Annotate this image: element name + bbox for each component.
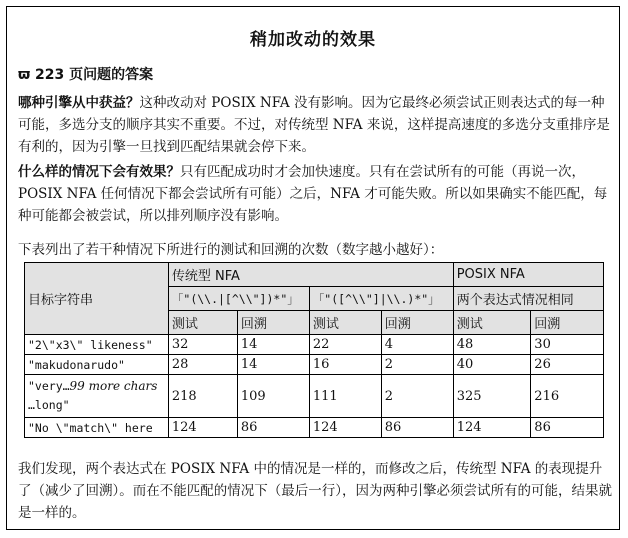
cell-value: 16	[309, 355, 381, 375]
cell-value: 124	[168, 418, 237, 438]
box-title: 稍加改动的效果	[250, 30, 376, 50]
cell-value: 124	[453, 418, 531, 438]
question-2-heading: 什么样的情况下会有效果？	[18, 164, 180, 180]
table-row	[25, 335, 604, 355]
regex-reordered: 「"([^\\"]|\\.)*"」	[309, 287, 453, 311]
cell-value: 325	[453, 375, 531, 418]
posix-nfa-header: POSIX NFA	[453, 263, 603, 287]
cell-value: 124	[309, 418, 381, 438]
target-string-start: "very…	[28, 379, 70, 393]
question-1-heading: 哪种引擎从中获益？	[18, 95, 140, 111]
question-2	[18, 161, 612, 227]
results-table	[24, 262, 604, 438]
table-intro: 下表列出了若干种情况下所进行的测试和回溯的次数（数字越小越好）：	[18, 242, 444, 258]
col-backtracks: 回溯	[381, 311, 453, 335]
header-row-1	[25, 263, 604, 287]
target-string	[25, 375, 169, 418]
cell-value: 111	[309, 375, 381, 418]
target-string: "No \"match\" here	[25, 418, 169, 438]
cell-value: 86	[531, 418, 604, 438]
target-header: 目标字符串	[25, 263, 169, 335]
cell-value: 28	[168, 355, 237, 375]
col-tests: 测试	[168, 311, 237, 335]
cell-value: 218	[168, 375, 237, 418]
table-row	[25, 418, 604, 438]
cell-value: 48	[453, 335, 531, 355]
question-2-body: 只有匹配成功时才会加快速度。只有在尝试所有的可能（再说一次，POSIX NFA 任何情况下都会尝试所有可能）之后，NFA 才可能失败。所以如果确实不能匹配，每种可能都会被尝试，所以排列顺序没有影响。	[18, 164, 608, 224]
traditional-nfa-header: 传统型 NFA	[168, 263, 453, 287]
cell-value: 26	[531, 355, 604, 375]
cell-value: 22	[309, 335, 381, 355]
table-row	[25, 355, 604, 375]
target-string-elided: 99 more chars	[69, 379, 158, 393]
col-backtracks: 回溯	[531, 311, 604, 335]
cell-value: 4	[381, 335, 453, 355]
cell-value: 32	[168, 335, 237, 355]
target-string: "makudonarudo"	[25, 355, 169, 375]
col-tests: 测试	[309, 311, 381, 335]
cell-value: 2	[381, 375, 453, 418]
cell-value: 40	[453, 355, 531, 375]
cell-value: 14	[237, 335, 309, 355]
question-1	[18, 92, 612, 158]
cell-value: 14	[237, 355, 309, 375]
conclusion: 我们发现，两个表达式在 POSIX NFA 中的情况是一样的，而修改之后，传统型 NFA 的表现提升了（减少了回溯）。而在不能匹配的情况下（最后一行），因为两种引擎必须尝试所有的可能，结果就是一样的。	[18, 461, 612, 521]
answer-reference: ϖ 223 页问题的答案	[18, 67, 154, 83]
table-row	[25, 375, 604, 418]
question-1-body: 这种改动对 POSIX NFA 没有影响。因为它最终必须尝试正则表达式的每一种可能，多选分支的顺序其实不重要。不过，对传统型 NFA 来说，这样提高速度的多选分支重排序是有利的，因为引擎一旦找到匹配结果就会停下来。	[18, 95, 610, 155]
cell-value: 86	[381, 418, 453, 438]
posix-same-note: 两个表达式情况相同	[453, 287, 603, 311]
col-backtracks: 回溯	[237, 311, 309, 335]
target-string-end: …long"	[28, 398, 70, 412]
cell-value: 86	[237, 418, 309, 438]
cell-value: 109	[237, 375, 309, 418]
target-string: "2\"x3\" likeness"	[25, 335, 169, 355]
cell-value: 2	[381, 355, 453, 375]
col-tests: 测试	[453, 311, 531, 335]
cell-value: 30	[531, 335, 604, 355]
regex-original: 「"(\\.|[^\\"])*"」	[168, 287, 309, 311]
cell-value: 216	[531, 375, 604, 418]
